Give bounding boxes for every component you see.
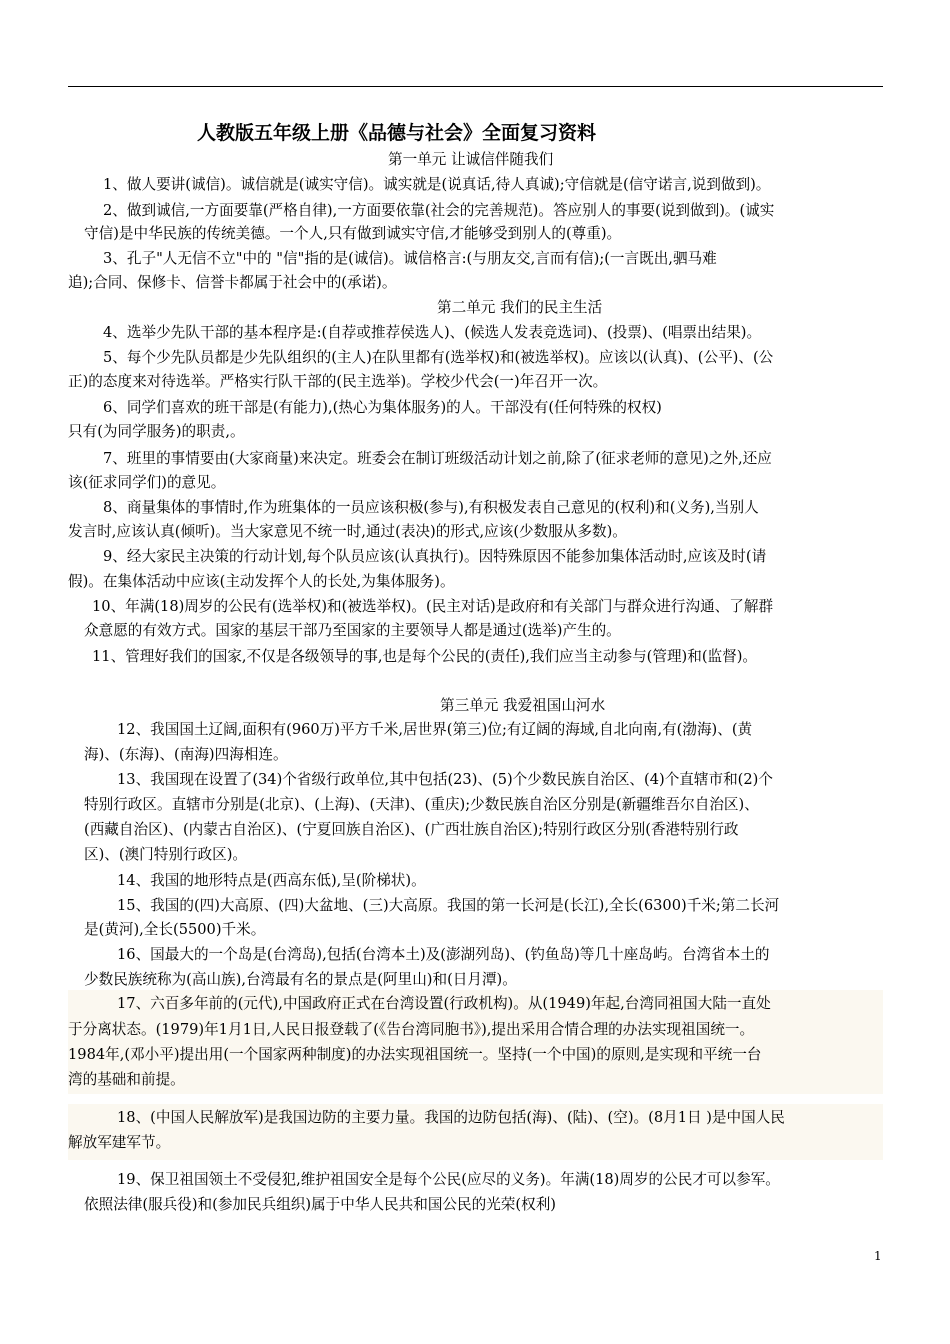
text-line: 依照法律(服兵役)和(参加民兵组织)属于中华人民共和国公民的光荣(权利) <box>84 1196 556 1213</box>
text-line: 12、我国国土辽阔,面积有(960万)平方千米,居世界(第三)位;有辽阔的海域,自北向南,有(渤海)、(黄 <box>117 721 753 738</box>
text-line: 8、商量集体的事情时,作为班集体的一员应该积极(参与),有积极发表自己意见的(权利)和(义务),当别人 <box>103 499 759 516</box>
text-line: 18、(中国人民解放军)是我国边防的主要力量。我国的边防包括(海)、(陆)、(空)。(8月1日 )是中国人民 <box>117 1109 785 1126</box>
text-line: 9、经大家民主决策的行动计划,每个队员应该(认真执行)。因特殊原因不能参加集体活动时,应该及时(请 <box>103 548 767 565</box>
text-line: 5、每个少先队员都是少先队组织的(主人)在队里都有(选举权)和(被选举权)。应该以(认真)、(公平)、(公 <box>103 349 774 366</box>
text-line: 4、选举少先队干部的基本程序是:(自荐或推荐侯选人)、(候选人发表竞选词)、(投票)、(唱票出结果)。 <box>103 324 762 341</box>
text-line: 16、国最大的一个岛是(台湾岛),包括(台湾本土)及(澎湖列岛)、(钓鱼岛)等几十座岛屿。台湾省本土的 <box>117 946 770 963</box>
text-line: 特别行政区。直辖市分别是(北京)、(上海)、(天津)、(重庆);少数民族自治区分别是(新疆维吾尔自治区)、 <box>84 796 759 813</box>
text-line: 14、我国的地形特点是(西高东低),呈(阶梯状)。 <box>117 872 426 889</box>
text-line: 区)、(澳门特别行政区)。 <box>84 846 248 863</box>
text-line: 正)的态度来对待选举。严格实行队干部的(民主选举)。学校少代会(一)年召开一次。 <box>68 373 608 390</box>
text-line: 发言时,应该认真(倾听)。当大家意见不统一时,通过(表决)的形式,应该(少数服从多数)。 <box>68 523 627 540</box>
text-line: 追);合同、保修卡、信誉卡都属于社会中的(承诺)。 <box>68 274 397 291</box>
text-line: 1、做人要讲(诚信)。诚信就是(诚实守信)。诚实就是(说真话,待人真诚);守信就是(信守诺言,说到做到)。 <box>103 176 771 193</box>
text-line: 假)。在集体活动中应该(主动发挥个人的长处,为集体服务)。 <box>68 573 455 590</box>
text-line: 海)、(东海)、(南海)四海相连。 <box>84 746 288 763</box>
text-line: 湾的基础和前提。 <box>68 1071 185 1088</box>
unit-heading-2: 第二单元 我们的民主生活 <box>437 299 603 316</box>
text-line: 只有(为同学服务)的职责,。 <box>68 423 245 440</box>
text-line: 守信)是中华民族的传统美德。一个人,只有做到诚实守信,才能够受到别人的(尊重)。 <box>84 225 622 242</box>
text-line: 3、孔子"人无信不立"中的 "信"指的是(诚信)。诚信格言:(与朋友交,言而有信);(一言既出,驷马难 <box>103 250 717 267</box>
unit-heading-3: 第三单元 我爱祖国山河水 <box>440 697 606 714</box>
text-line: 是(黄河),全长(5500)千米。 <box>84 921 266 938</box>
text-line: 17、六百多年前的(元代),中国政府正式在台湾设置(行政机构)。从(1949)年起,台湾同祖国大陆一直处 <box>117 995 771 1012</box>
text-line: 众意愿的有效方式。国家的基层干部乃至国家的主要领导人都是通过(选举)产生的。 <box>84 622 621 639</box>
text-line: 该(征求同学们)的意见。 <box>68 474 226 491</box>
unit-heading-1: 第一单元 让诚信伴随我们 <box>388 151 554 168</box>
document-title: 人教版五年级上册《品德与社会》全面复习资料 <box>197 122 597 144</box>
page-number: 1 <box>874 1249 882 1263</box>
text-line: 解放军建军节。 <box>68 1134 171 1151</box>
text-line: (西藏自治区)、(内蒙古自治区)、(宁夏回族自治区)、(广西壮族自治区);特别行政区分别(香港特别行政 <box>84 821 739 838</box>
text-line: 2、做到诚信,一方面要靠(严格自律),一方面要依靠(社会的完善规范)。答应别人的事要(说到做到)。(诚实 <box>103 202 775 219</box>
text-line: 10、年满(18)周岁的公民有(选举权)和(被选举权)。(民主对话)是政府和有关部门与群众进行沟通、了解群 <box>92 598 774 615</box>
text-line: 13、我国现在设置了(34)个省级行政单位,其中包括(23)、(5)个少数民族自治区、(4)个直辖市和(2)个 <box>117 771 773 788</box>
header-rule <box>68 86 883 87</box>
text-line: 15、我国的(四)大高原、(四)大盆地、(三)大高原。我国的第一长河是(长江),全长(6300)千米;第二长河 <box>117 897 780 914</box>
text-line: 少数民族统称为(高山族),台湾最有名的景点是(阿里山)和(日月潭)。 <box>84 971 517 988</box>
text-line: 7、班里的事情要由(大家商量)来决定。班委会在制订班级活动计划之前,除了(征求老师的意见)之外,还应 <box>103 450 772 467</box>
text-line: 11、管理好我们的国家,不仅是各级领导的事,也是每个公民的(责任),我们应当主动参与(管理)和(监督)。 <box>92 648 757 665</box>
text-line: 19、保卫祖国领土不受侵犯,维护祖国安全是每个公民(应尽的义务)。年满(18)周岁的公民才可以参军。 <box>117 1171 780 1188</box>
text-line: 于分离状态。(1979)年1月1日,人民日报登载了(《告台湾同胞书》),提出采用合情合理的办法实现祖国统一。 <box>68 1021 755 1038</box>
text-line: 6、同学们喜欢的班干部是(有能力),(热心为集体服务)的人。干部没有(任何特殊的权权) <box>103 399 662 416</box>
text-line: 1984年,(邓小平)提出用(一个国家两种制度)的办法实现祖国统一。坚持(一个中国)的原则,是实现和平统一台 <box>68 1046 762 1063</box>
